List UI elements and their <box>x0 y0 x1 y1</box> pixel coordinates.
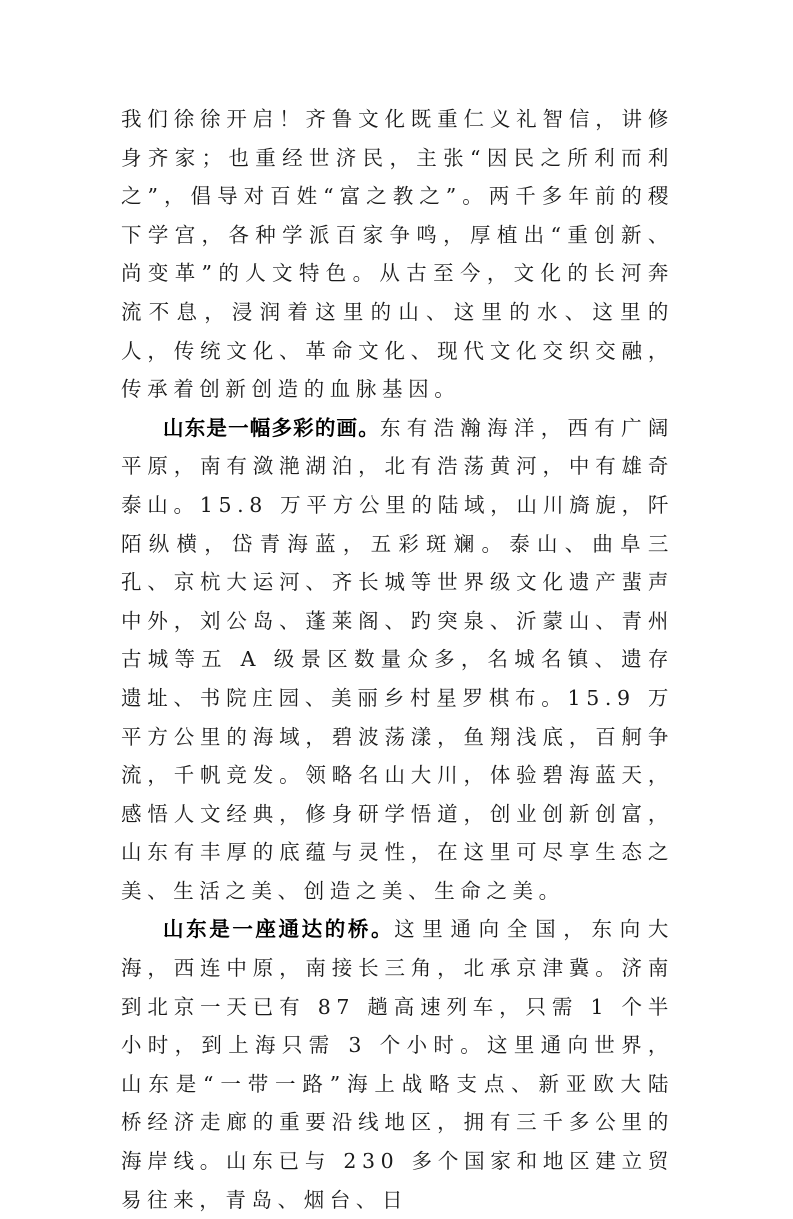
paragraph-text: 我们徐徐开启！齐鲁文化既重仁义礼智信，讲修身齐家；也重经世济民，主张“因民之所利而利之”，倡导对百姓“富之教之”。两千多年前的稷下学宫，各种学派百家争鸣，厚植出“重创新、尚变革”的人文特色。从古至今，文化的长河奔流不息，浸润着这里的山、这里的水、这里的人，传统文化、革命文化、现代文化交织交融，传承着创新创造的血脉基因。 <box>121 107 674 402</box>
paragraph-lead-heading: 山东是一幅多彩的画。 <box>163 415 380 440</box>
paragraph-text: 东有浩瀚海洋，西有广阔平原，南有潋滟湖泊，北有浩荡黄河，中有雄奇泰山。15.8 万平方公里的陆域，山川旖旎，阡陌纵横，岱青海蓝，五彩斑斓。泰山、曲阜三孔、京杭大运河、齐长城等世界级文化遗产蜚声中外，刘公岛、蓬莱阁、趵突泉、沂蒙山、青州古城等五 A 级景区数量众多，名城名镇、遗存遗址、书院庄园、美丽乡村星罗棋布。15.9 万平方公里的海域，碧波荡漾，鱼翔浅底，百舸争流，千帆竞发。领略名山大川，体验碧海蓝天，感悟人文经典，修身研学悟道，创业创新创富，山东有丰厚的底蕴与灵性，在这里可尽享生态之美、生活之美、创造之美、生命之美。 <box>121 415 674 903</box>
paragraph-lead-heading: 山东是一座通达的桥。 <box>163 917 395 942</box>
paragraph-connecting-bridge <box>121 910 674 1219</box>
paragraph-qilu-culture <box>121 100 674 409</box>
paragraph-text: 这里通向全国，东向大海，西连中原，南接长三角，北承京津冀。济南到北京一天已有 87 趟高速列车，只需 1 个半小时，到上海只需 3 个小时。这里通向世界，山东是“一带一路”海上战略支点、新亚欧大陆桥经济走廊的重要沿线地区，拥有三千多公里的海岸线。山东已与 230 多个国家和地区建立贸易往来，青岛、烟台、日 <box>121 917 675 1212</box>
document-page <box>121 100 674 1219</box>
paragraph-colorful-painting <box>121 409 674 911</box>
